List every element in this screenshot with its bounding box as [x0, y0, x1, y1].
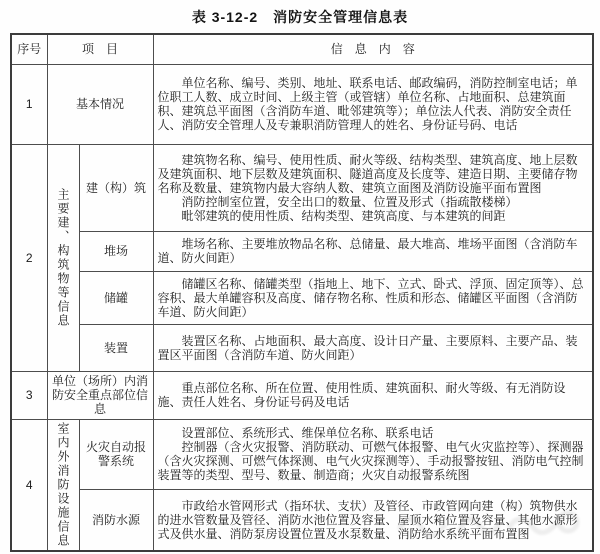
header-index: 序号 — [11, 34, 47, 64]
row2-content-building: 建筑物名称、编号、使用性质、耐火等级、结构类型、建筑高度、地上层数及建筑面积、地下层数及建筑面积、隧道高度及长度等、建造日期、主要储存物名称及数量、建筑物内最大容纳人数、建筑立面图及消防设施平面布置图 消防控制室位置，安全出口的数量、位置及形式（指疏散楼梯） 毗邻建筑的使用性质、结构类型、建筑高度、与本建筑的间距 — [153, 144, 593, 231]
row2-item-tank: 储罐 — [79, 271, 153, 324]
row2-item-yard: 堆场 — [79, 231, 153, 271]
row3-index: 3 — [11, 371, 47, 419]
table-header-row — [11, 34, 593, 64]
table-row — [11, 144, 593, 231]
row2-content-tank: 储罐区名称、储罐类型（指地上、地下、立式、卧式、浮顶、固定顶等）、总容积、最大单罐容积及高度、储存物名称、性质和形态、储罐区平面图（含消防车道、防火间距） — [153, 271, 593, 324]
row4-group-label: 室内外消防设施信息 — [47, 419, 79, 551]
row4-item-water: 消防水源 — [79, 489, 153, 551]
row4-item-alarm: 火灾自动报警系统 — [79, 419, 153, 489]
table-row — [11, 419, 593, 489]
header-content: 信 息 内 容 — [153, 34, 593, 64]
row4-index: 4 — [11, 419, 47, 551]
row4-content-water: 市政给水管网形式（指环状、支状）及管径、市政管网向建（构）筑物供水的进水管数量及管径、消防水池位置及容量、屋顶水箱位置及容量、其他水源形式及供水量、消防泵房设置位置及水泵数量、消防给水系统平面布置图 — [153, 489, 593, 551]
row3-item: 单位（场所）内消防安全重点部位信息 — [47, 371, 153, 419]
row1-content: 单位名称、编号、类别、地址、联系电话、邮政编码，消防控制室电话；单位职工人数、成立时间、上级主管（或管辖）单位名称、占地面积、总建筑面积、建筑总平面图（含消防车道、毗邻建筑等）；单位法人代表、消防安全责任人、消防安全管理人及专兼职消防管理人的姓名、身份证号码、电话 — [153, 64, 593, 144]
row2-item-building: 建（构）筑 — [79, 144, 153, 231]
table-row — [11, 64, 593, 144]
row1-item: 基本情况 — [47, 64, 153, 144]
header-item: 项 目 — [47, 34, 153, 64]
table-row — [11, 324, 593, 371]
table-row — [11, 371, 593, 419]
table-row — [11, 271, 593, 324]
row2-group-label: 主要建、构筑物等信息 — [47, 144, 79, 371]
row2-content-device: 装置区名称、占地面积、最大高度、设计日产量、主要原料、主要产品、装置区平面图（含消防车道、防火间距） — [153, 324, 593, 371]
row2-item-device: 装置 — [79, 324, 153, 371]
row4-content-alarm: 设置部位、系统形式、维保单位名称、联系电话 控制器（含火灾报警、消防联动、可燃气体报警、电气火灾监控等）、探测器（含火灾探测、可燃气体探测、电气火灾探测等）、手动报警按钮、消防电气控制装置等的类型、型号、数量、制造商；火灾自动报警系统图 — [153, 419, 593, 489]
fire-safety-info-table — [10, 33, 594, 552]
table-row — [11, 489, 593, 551]
row2-content-yard: 堆场名称、主要堆放物品名称、总储量、最大堆高、堆场平面图（含消防车道、防火间距） — [153, 231, 593, 271]
page-title: 表 3-12-2 消防安全管理信息表 — [191, 9, 409, 25]
row3-content: 重点部位名称、所在位置、使用性质、建筑面积、耐火等级、有无消防设施、责任人姓名、身份证号码及电话 — [153, 371, 593, 419]
row2-index: 2 — [11, 144, 47, 371]
table-row — [11, 231, 593, 271]
row1-index: 1 — [11, 64, 47, 144]
